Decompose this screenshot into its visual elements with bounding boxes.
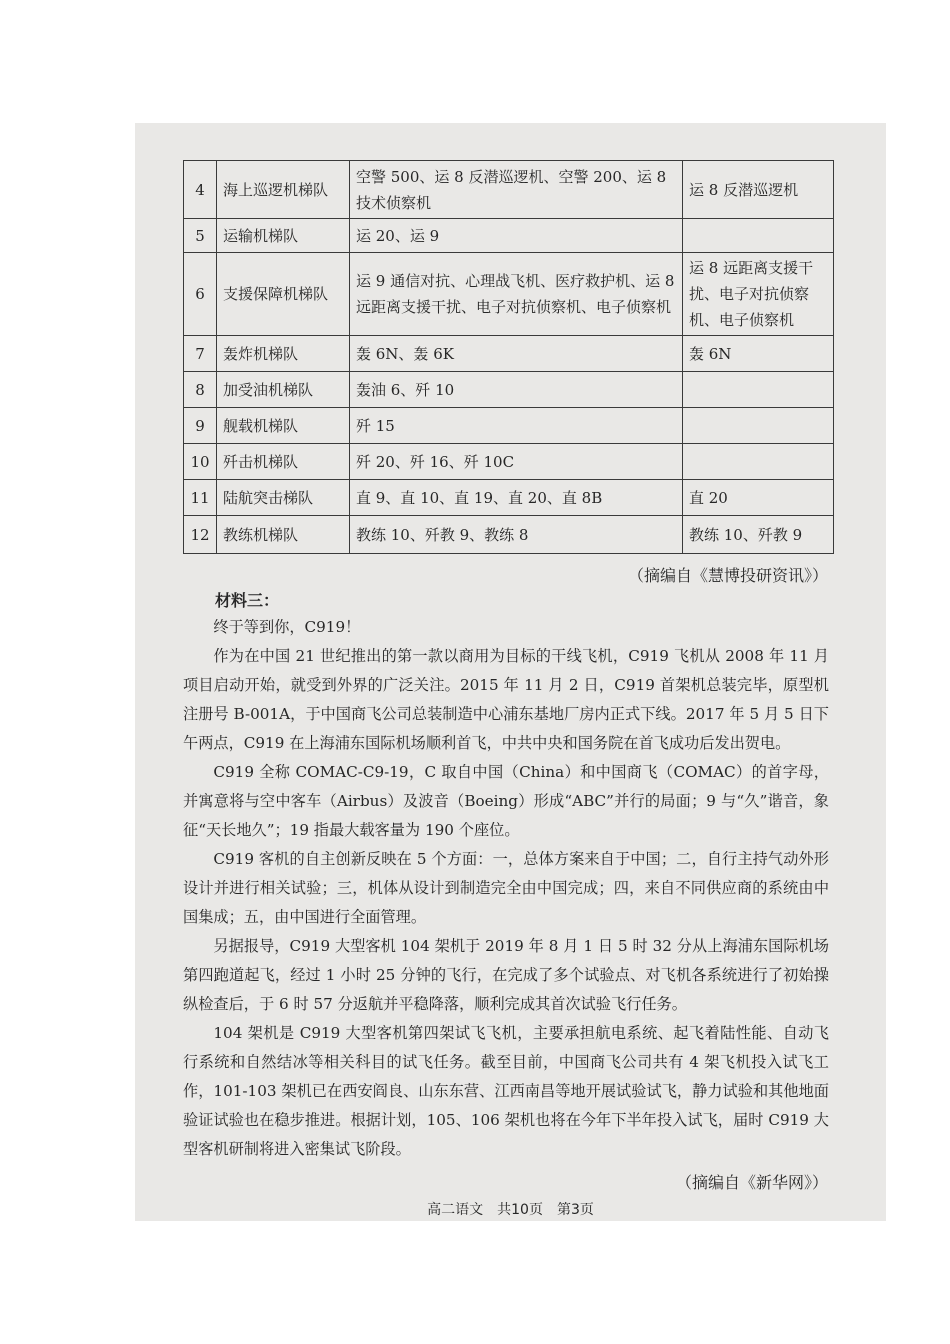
row-number: 5 [184, 219, 217, 253]
exam-page [135, 123, 886, 1221]
aircraft-models: 轰油 6、歼 10 [350, 372, 683, 408]
first-appearance: 直 20 [683, 480, 834, 516]
echelon-name: 支援保障机梯队 [217, 253, 350, 336]
first-appearance: 轰 6N [683, 336, 834, 372]
aircraft-models: 运 20、运 9 [350, 219, 683, 253]
row-number: 12 [184, 516, 217, 554]
table-row [184, 372, 834, 408]
first-appearance [683, 408, 834, 444]
first-appearance: 运 8 远距离支援干扰、电子对抗侦察机、电子侦察机 [683, 253, 834, 336]
table-row [184, 408, 834, 444]
table-row [184, 516, 834, 554]
aircraft-models: 歼 15 [350, 408, 683, 444]
echelon-name: 轰炸机梯队 [217, 336, 350, 372]
aircraft-models: 轰 6N、轰 6K [350, 336, 683, 372]
table-row [184, 161, 834, 219]
table-row [184, 336, 834, 372]
source-citation-2: （摘编自《新华网》） [675, 1173, 828, 1192]
echelon-name: 运输机梯队 [217, 219, 350, 253]
table-row [184, 253, 834, 336]
paragraph: C919 客机的自主创新反映在 5 个方面：一，总体方案来自于中国；二，自行主持气动外形设计并进行相关试验；三，机体从设计到制造完全由中国完成；四，来自不同供应商的系统由中国集成；五，由中国进行全面管理。 [183, 850, 829, 926]
row-number: 7 [184, 336, 217, 372]
echelon-name: 海上巡逻机梯队 [217, 161, 350, 219]
paragraph: C919 全称 COMAC-C9-19，C 取自中国（China）和中国商飞（COMAC）的首字母，并寓意将与空中客车（Airbus）及波音（Boeing）形成“ABC”并行的局面；9 与“久”谐音，象征“天长地久”；19 指最大载客量为 190 个座位。 [183, 763, 829, 839]
row-number: 6 [184, 253, 217, 336]
aircraft-models: 运 9 通信对抗、心理战飞机、医疗救护机、运 8 远距离支援干扰、电子对抗侦察机、电子侦察机 [350, 253, 683, 336]
first-appearance: 教练 10、歼教 9 [683, 516, 834, 554]
paragraph: 104 架机是 C919 大型客机第四架试飞飞机，主要承担航电系统、起飞着陆性能、自动飞行系统和自然结冰等相关科目的试飞任务。截至目前，中国商飞公司共有 4 架飞机投入试飞工作，101-103 架机已在西安阎良、山东东营、江西南昌等地开展试验试飞，静力试验和其他地面验证试验也在稳步推进。根据计划，105、106 架机也将在今年下半年投入试飞，届时 C919 大型客机研制将进入密集试飞阶段。 [183, 1024, 829, 1158]
echelon-name: 教练机梯队 [217, 516, 350, 554]
first-appearance [683, 219, 834, 253]
paragraph: 作为在中国 21 世纪推出的第一款以商用为目标的干线飞机，C919 飞机从 2008 年 11 月项目启动开始，就受到外界的广泛关注。2015 年 11 月 2 日，C919 首架机总装完毕，原型机注册号 B-001A，于中国商飞公司总装制造中心浦东基地厂房内正式下线。2017 年 5 月 5 日下午两点，C919 在上海浦东国际机场顺利首飞，中共中央和国务院在首飞成功后发出贺电。 [183, 647, 829, 752]
row-number: 8 [184, 372, 217, 408]
article-body [183, 613, 829, 1164]
row-number: 11 [184, 480, 217, 516]
aircraft-models: 空警 500、运 8 反潜巡逻机、空警 200、运 8 技术侦察机 [350, 161, 683, 219]
table-row [184, 219, 834, 253]
paragraph: 另据报导，C919 大型客机 104 架机于 2019 年 8 月 1 日 5 时 32 分从上海浦东国际机场第四跑道起飞，经过 1 小时 25 分钟的飞行，在完成了多个试验点、对飞机各系统进行了初始操纵检查后，于 6 时 57 分返航并平稳降落，顺利完成其首次试验飞行任务。 [183, 937, 829, 1013]
first-appearance [683, 444, 834, 480]
first-appearance: 运 8 反潜巡逻机 [683, 161, 834, 219]
echelon-name: 歼击机梯队 [217, 444, 350, 480]
first-appearance [683, 372, 834, 408]
row-number: 9 [184, 408, 217, 444]
row-number: 4 [184, 161, 217, 219]
aircraft-models: 直 9、直 10、直 19、直 20、直 8B [350, 480, 683, 516]
page-footer: 高二语文 共10页 第3页 [427, 1202, 594, 1218]
material-heading: 材料三： [215, 591, 280, 610]
table-row [184, 480, 834, 516]
row-number: 10 [184, 444, 217, 480]
echelon-name: 舰载机梯队 [217, 408, 350, 444]
flight-echelon-table [183, 160, 834, 554]
aircraft-models: 教练 10、歼教 9、教练 8 [350, 516, 683, 554]
echelon-name: 陆航突击梯队 [217, 480, 350, 516]
echelon-name: 加受油机梯队 [217, 372, 350, 408]
aircraft-models: 歼 20、歼 16、歼 10C [350, 444, 683, 480]
paragraph: 终于等到你，C919！ [213, 618, 361, 636]
source-citation-1: （摘编自《慧博投研资讯》） [627, 566, 828, 585]
table-row [184, 444, 834, 480]
